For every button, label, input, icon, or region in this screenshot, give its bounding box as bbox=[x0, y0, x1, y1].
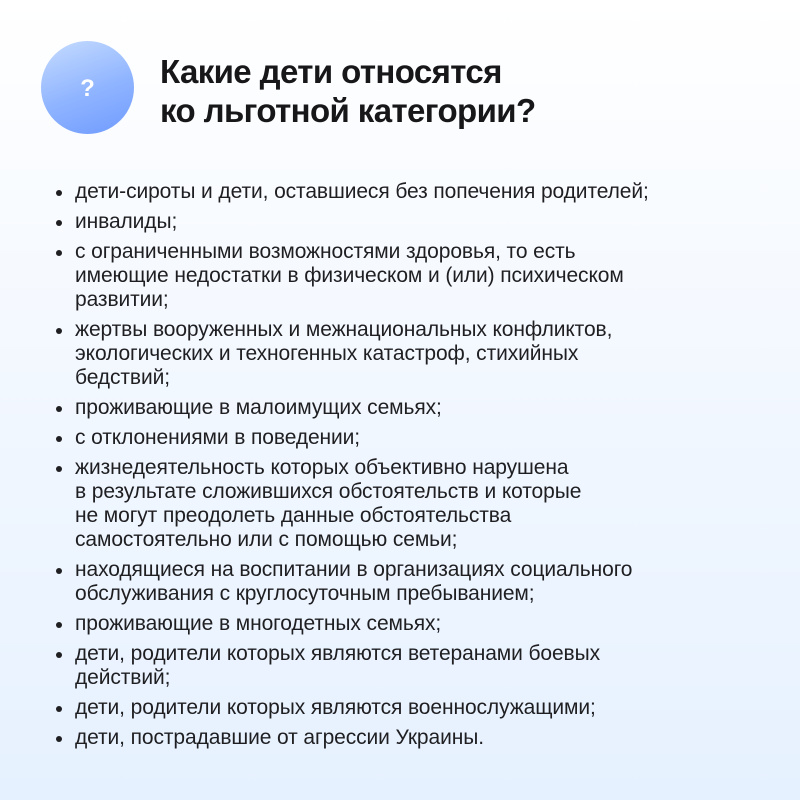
bullet-dot-icon bbox=[56, 652, 62, 658]
list-item-text: действий; bbox=[75, 666, 171, 689]
bullet-dot-icon bbox=[56, 406, 62, 412]
list-item bbox=[50, 558, 770, 606]
list-item-text: в результате сложившихся обстоятельств и которые bbox=[75, 480, 582, 503]
list-item bbox=[50, 642, 770, 690]
list-item-text: бедствий; bbox=[75, 366, 170, 389]
category-list bbox=[50, 180, 770, 756]
bullet-dot-icon bbox=[56, 250, 62, 256]
question-mark-icon: ? bbox=[80, 74, 95, 102]
list-item-text: дети, пострадавшие от агрессии Украины. bbox=[75, 726, 484, 749]
list-item-text: с отклонениями в поведении; bbox=[75, 426, 361, 449]
bullet-dot-icon bbox=[56, 706, 62, 712]
list-item-text: самостоятельно или с помощью семьи; bbox=[75, 528, 458, 551]
bullet-dot-icon bbox=[56, 466, 62, 472]
list-item bbox=[50, 726, 770, 750]
bullet-dot-icon bbox=[56, 190, 62, 196]
list-item-text: инвалиды; bbox=[75, 210, 178, 233]
list-item-text: имеющие недостатки в физическом и (или) психическом bbox=[75, 264, 624, 287]
list-item bbox=[50, 612, 770, 636]
list-item-text: с ограниченными возможностями здоровья, то есть bbox=[75, 240, 576, 263]
list-item bbox=[50, 456, 770, 552]
list-item-text: проживающие в малоимущих семьях; bbox=[75, 396, 442, 419]
bullet-dot-icon bbox=[56, 436, 62, 442]
list-item-text: жертвы вооруженных и межнациональных конфликтов, bbox=[75, 318, 613, 341]
page-title bbox=[160, 52, 760, 130]
bullet-dot-icon bbox=[56, 568, 62, 574]
bullet-dot-icon bbox=[56, 328, 62, 334]
title-line: Какие дети относятся bbox=[160, 53, 502, 90]
list-item-text: проживающие в многодетных семьях; bbox=[75, 612, 442, 635]
bullet-dot-icon bbox=[56, 622, 62, 628]
list-item bbox=[50, 426, 770, 450]
list-item bbox=[50, 180, 770, 204]
list-item bbox=[50, 318, 770, 390]
title-line: ко льготной категории? bbox=[160, 92, 536, 129]
list-item-text: жизнедеятельность которых объективно нарушена bbox=[75, 456, 569, 479]
list-item-text: дети, родители которых являются ветеранами боевых bbox=[75, 642, 601, 665]
bullet-dot-icon bbox=[56, 736, 62, 742]
list-item bbox=[50, 210, 770, 234]
question-badge bbox=[41, 41, 134, 134]
list-item bbox=[50, 240, 770, 312]
list-item-text: дети-сироты и дети, оставшиеся без попечения родителей; bbox=[75, 180, 649, 203]
list-item-text: обслуживания с круглосуточным пребыванием; bbox=[75, 582, 535, 605]
list-item bbox=[50, 696, 770, 720]
list-item-text: не могут преодолеть данные обстоятельства bbox=[75, 504, 512, 527]
bullet-dot-icon bbox=[56, 220, 62, 226]
list-item-text: развитии; bbox=[75, 288, 169, 311]
list-item-text: экологических и техногенных катастроф, стихийных bbox=[75, 342, 579, 365]
list-item-text: находящиеся на воспитании в организациях социального bbox=[75, 558, 633, 581]
list-item-text: дети, родители которых являются военнослужащими; bbox=[75, 696, 596, 719]
list-item bbox=[50, 396, 770, 420]
